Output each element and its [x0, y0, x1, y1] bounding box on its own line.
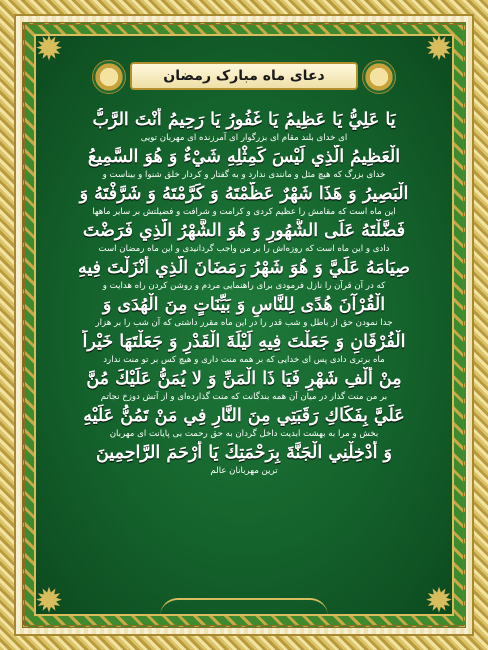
verse-block [48, 367, 440, 404]
corner-ornament-icon: ✹ [424, 581, 454, 621]
medallion-icon [92, 60, 126, 94]
title-banner [130, 62, 358, 90]
persian-translation: دادی و این ماه است که روزه‌اش را بر من واجب گردانیدی و این ماه رمضان است [98, 244, 390, 254]
arabic-line: صِيَامَهُ عَلَيَّ وَ هُوَ شَهْرُ رَمَضَانَ الَّذِي أَنْزَلْتَ فِيهِ [77, 258, 411, 278]
persian-translation: جدا نمودن حق از باطل و شب قدر را در این ماه مقرر داشتی که آن شب را بر هزار [95, 318, 393, 328]
arabic-line: يَا عَلِيُّ يَا عَظِيمُ يَا غَفُورُ يَا رَحِيمُ أَنْتَ الرَّبُّ [92, 110, 396, 130]
prayer-text [48, 108, 440, 564]
medallion-icon [362, 60, 396, 94]
arabic-line: مِنْ أَلْفِ شَهْرٍ فَيَا ذَا الْمَنِّ وَ لا يُمَنُّ عَلَيْكَ مُنَّ [86, 369, 402, 389]
persian-translation: که در آن قرآن را نازل فرمودی برای راهنمایی مردم و روشن کردن راه هدایت و [102, 281, 386, 291]
verse-block [48, 441, 440, 478]
persian-translation: ماه برتری دادی پس ای خدایی که بر همه منت داری و هیچ کس بر تو منت ندارد [103, 355, 385, 365]
verse-block [48, 404, 440, 441]
persian-translation: ای خدای بلند مقام ای بزرگوار ای آمرزنده ای مهربان تویی [140, 133, 348, 143]
arabic-line: الْفُرْقَانِ وَ جَعَلْتَ فِيهِ لَيْلَةَ الْقَدْرِ وَ جَعَلْتَهَا خَيْراً [82, 332, 406, 352]
arabic-line: وَ أَدْخِلْنِي الْجَنَّةَ بِرَحْمَتِكَ يَا أَرْحَمَ الرَّاحِمِينَ [95, 443, 392, 463]
persian-translation: این ماه است که مقامش را عظیم کردی و کرامت و شرافت و فضیلتش بر سایر ماهها [92, 207, 396, 217]
persian-translation: خدای بزرگ که هیچ مثل و مانندی ندارد و به گفتار و کردار خلق شنوا و بیناست و [102, 170, 386, 180]
verse-block [48, 145, 440, 182]
verse-block [48, 108, 440, 145]
arabic-line: الْقُرْآنَ هُدًى لِلنَّاسِ وَ بَيِّنَاتٍ مِنَ الْهُدَى وَ [102, 295, 386, 315]
bottom-arch-ornament [160, 598, 328, 616]
page-title: دعای ماه مبارک رمضان [163, 68, 325, 84]
verse-block [48, 330, 440, 367]
persian-translation: بخش و مرا به بهشت ابدیت داخل گردان به حق رحمت بی پایانت ای مهربان [109, 429, 379, 439]
arabic-line: الْعَظِيمُ الَّذِي لَيْسَ كَمِثْلِهِ شَيْءٌ وَ هُوَ السَّمِيعُ [87, 147, 401, 167]
corner-ornament-icon: ✹ [34, 29, 64, 69]
arabic-line: الْبَصِيرُ وَ هَذَا شَهْرٌ عَظَّمْتَهُ وَ كَرَّمْتَهُ وَ شَرَّفْتَهُ وَ [79, 184, 409, 204]
verse-block [48, 293, 440, 330]
persian-translation: بر من منت گذار در میان آن همه بندگانت که منت گذارده‌ای و از آتش دوزخ نجاتم [100, 392, 388, 402]
verse-block [48, 182, 440, 219]
persian-translation: ترین مهربانان عالم [210, 466, 278, 476]
verse-block [48, 256, 440, 293]
arabic-line: فَضَّلْتَهُ عَلَى الشُّهُورِ وَ هُوَ الشَّهْرُ الَّذِي فَرَضْتَ [82, 221, 406, 241]
verse-block [48, 219, 440, 256]
corner-ornament-icon: ✹ [34, 581, 64, 621]
corner-ornament-icon: ✹ [424, 29, 454, 69]
arabic-line: عَلَيَّ بِفَكَاكِ رَقَبَتِي مِنَ النَّارِ فِي مَنْ تَمُنُّ عَلَيْهِ [83, 406, 405, 426]
